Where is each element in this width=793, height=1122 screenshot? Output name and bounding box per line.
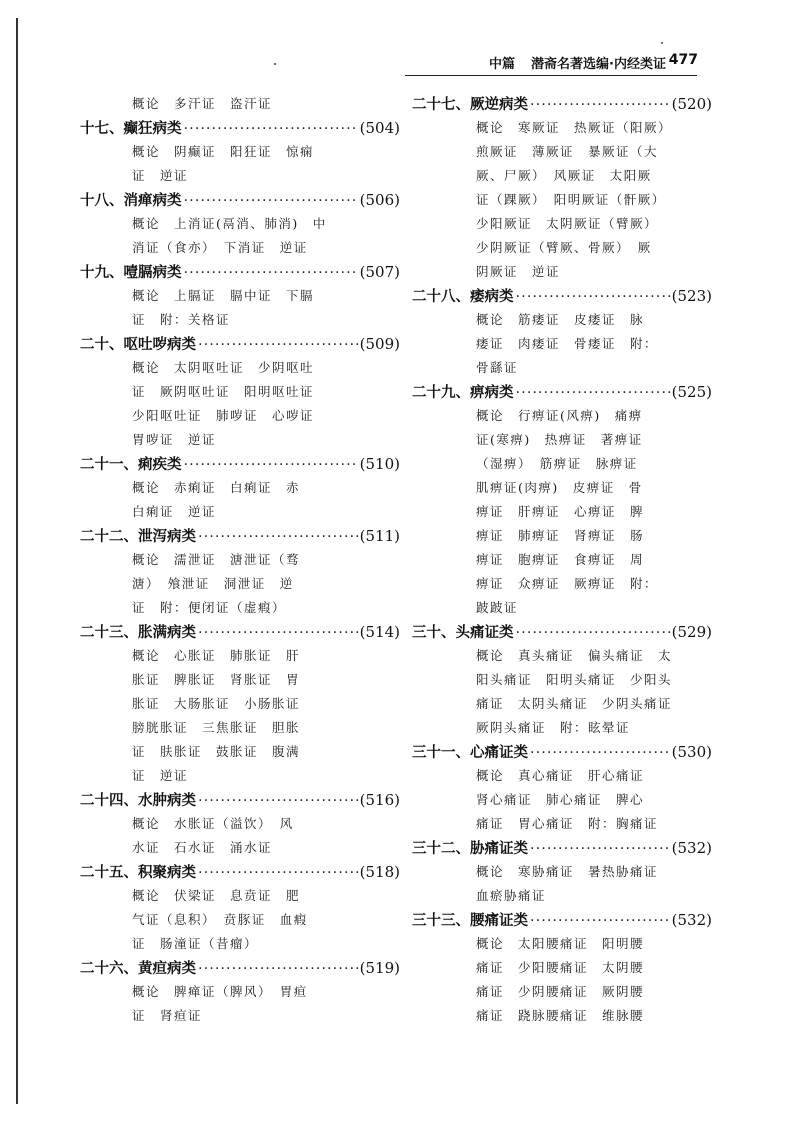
toc-subentry-line: 气证（息积） 贲豚证 血瘕 <box>132 912 308 927</box>
dot-leader <box>198 957 358 981</box>
toc-subentry-line: 阳头痛证 阳明头痛证 少阳头 <box>476 672 673 687</box>
toc-entry <box>412 620 712 740</box>
chapter-page-ref: (532) <box>671 839 712 857</box>
toc-chapter-title[interactable] <box>412 836 712 860</box>
toc-subentry-line: 白痢证 逆证 <box>132 504 217 519</box>
toc-subentry-line: 骨繇证 <box>476 360 519 375</box>
toc-subentry-line: 概论 赤痢证 白痢证 赤 <box>132 480 301 495</box>
header-section: 中篇 <box>489 57 516 72</box>
toc-subentry-line: 痹证 胞痹证 食痹证 周 <box>476 552 645 567</box>
toc-subentry-line: 溏） 飧泄证 洞泄证 逆 <box>132 576 294 591</box>
chapter-name: 消瘅病类 <box>123 193 182 209</box>
page-left-border <box>16 18 18 1104</box>
toc-entry <box>80 788 400 860</box>
chapter-number: 三十二、 <box>412 841 470 857</box>
toc-subentry-line: 概论 阴癫证 阳狂证 惊痫 <box>132 144 315 159</box>
toc-chapter-title[interactable] <box>80 620 400 644</box>
chapter-number: 二十七、 <box>412 97 470 113</box>
toc-subentry-line: 痛证 跷脉腰痛证 维脉腰 <box>476 1008 645 1023</box>
toc-subentry-line: 概论 心胀证 肺胀证 肝 <box>132 648 301 663</box>
toc-entry <box>412 908 712 1028</box>
chapter-page-ref: (525) <box>671 383 712 401</box>
toc-subentry-line: 证 逆证 <box>132 168 189 183</box>
toc-entry <box>80 260 400 332</box>
toc-subentry-line: 痛证 少阳腰痛证 太阴腰 <box>476 960 645 975</box>
toc-entry <box>80 524 400 620</box>
toc-subentry-line: 概论 上膈证 膈中证 下膈 <box>132 288 315 303</box>
toc-subentry-line: 血瘀胁痛证 <box>476 888 547 903</box>
toc-right-column <box>412 92 712 1028</box>
chapter-number: 三十、 <box>412 625 456 641</box>
chapter-name: 腰痛证类 <box>470 913 528 929</box>
toc-chapter-title[interactable] <box>80 116 400 140</box>
toc-entry <box>80 860 400 956</box>
dot-leader <box>198 621 358 645</box>
chapter-page-ref: (516) <box>359 791 400 809</box>
toc-chapter-title[interactable] <box>412 908 712 932</box>
toc-subentry-line: 少阳呕吐证 肺哕证 心哕证 <box>132 408 315 423</box>
toc-subentry-line: 膀胱胀证 三焦胀证 胆胀 <box>132 720 301 735</box>
toc-subentry-line: 概论 寒胁痛证 暑热胁痛证 <box>476 864 659 879</box>
dot-leader <box>198 861 358 885</box>
toc-left-column <box>80 92 400 1028</box>
toc-chapter-title[interactable] <box>80 956 400 980</box>
header-subtitle: 潜斋名著选编·内经类证 <box>531 57 666 72</box>
chapter-number: 二十三、 <box>80 625 138 641</box>
toc-chapter-title[interactable] <box>412 380 712 404</box>
chapter-page-ref: (520) <box>671 95 712 113</box>
toc-subentry-line: 概论 行痹证(风痹) 痛痹 <box>476 408 643 423</box>
chapter-name: 心痛证类 <box>470 745 528 761</box>
toc-chapter-title[interactable] <box>412 92 712 116</box>
toc-subentry-line: 概论 寒厥证 热厥证（阳厥） <box>476 120 673 135</box>
toc-subentry-line: 证 附：便闭证（虚瘕） <box>132 600 287 615</box>
toc-subentry-line: 痹证 众痹证 厥痹证 附： <box>476 576 659 591</box>
toc-subentry-line: 概论 太阴呕吐证 少阴呕吐 <box>132 360 315 375</box>
dot-leader <box>530 909 670 933</box>
chapter-page-ref: (509) <box>359 335 400 353</box>
toc-entry <box>412 284 712 380</box>
dot-leader <box>516 381 670 405</box>
toc-subentry-line: 煎厥证 薄厥证 暴厥证（大 <box>476 144 659 159</box>
dot-leader <box>516 621 670 645</box>
toc-subentry-line: 证 厥阴呕吐证 阳明呕吐证 <box>132 384 315 399</box>
toc-entry <box>80 92 400 116</box>
toc-subentry-line: 厥阴头痛证 附：眩晕证 <box>476 720 631 735</box>
chapter-name: 痿病类 <box>470 289 514 305</box>
toc-subentry-line: 概论 濡泄证 溏泄证（骛 <box>132 552 301 567</box>
toc-subentry-line: 概论 真心痛证 肝心痛证 <box>476 768 645 783</box>
speck <box>661 42 663 44</box>
toc-entry <box>80 332 400 452</box>
toc-chapter-title[interactable] <box>80 860 400 884</box>
toc-entry <box>80 956 400 1028</box>
running-header <box>452 52 698 72</box>
toc-chapter-title[interactable] <box>412 620 712 644</box>
chapter-name: 厥逆病类 <box>470 97 528 113</box>
chapter-name: 头痛证类 <box>455 625 514 641</box>
toc-chapter-title[interactable] <box>80 188 400 212</box>
toc-subentry-line: 少阴厥证（臂厥、骨厥） 厥 <box>476 240 652 255</box>
chapter-number: 十八、 <box>80 193 124 209</box>
toc-chapter-title[interactable] <box>80 260 400 284</box>
toc-subentry-line: 概论 真头痛证 偏头痛证 太 <box>476 648 673 663</box>
chapter-name: 呕吐哕病类 <box>123 337 196 353</box>
chapter-number: 二十、 <box>80 337 124 353</box>
toc-chapter-title[interactable] <box>80 332 400 356</box>
speck <box>274 63 276 65</box>
toc-chapter-title[interactable] <box>412 740 712 764</box>
toc-subentry-line: 水证 石水证 涌水证 <box>132 840 273 855</box>
toc-chapter-title[interactable] <box>80 452 400 476</box>
chapter-number: 十七、 <box>80 121 124 137</box>
toc-subentry-line: 胃哕证 逆证 <box>132 432 217 447</box>
toc-subentry-line: 痛证 少阴腰痛证 厥阴腰 <box>476 984 645 999</box>
chapter-number: 三十一、 <box>412 745 470 761</box>
toc-subentry-line: 证 肠潼证（昔瘤） <box>132 936 259 951</box>
chapter-page-ref: (504) <box>359 119 400 137</box>
toc-subentry-line: 痹证 肝痹证 心痹证 脾 <box>476 504 645 519</box>
chapter-page-ref: (532) <box>671 911 712 929</box>
toc-subentry-line: 肾心痛证 肺心痛证 脾心 <box>476 792 645 807</box>
toc-subentry-line: 痿证 肉痿证 骨痿证 附： <box>476 336 659 351</box>
chapter-name: 泄泻病类 <box>138 529 196 545</box>
toc-subentry-line: 痹证 肺痹证 肾痹证 肠 <box>476 528 645 543</box>
toc-subentry-line: 概论 筋痿证 皮痿证 脉 <box>476 312 645 327</box>
chapter-name: 癫狂病类 <box>123 121 182 137</box>
toc-subentry-line: 概论 伏梁证 息贲证 肥 <box>132 888 301 903</box>
dot-leader <box>198 525 358 549</box>
chapter-page-ref: (519) <box>359 959 400 977</box>
chapter-page-ref: (511) <box>359 527 400 545</box>
chapter-number: 三十三、 <box>412 913 470 929</box>
chapter-name: 痹病类 <box>470 385 514 401</box>
toc-subentry-line: 跛跛证 <box>476 600 519 615</box>
page-number: 477 <box>668 52 698 68</box>
toc-entry <box>412 92 712 284</box>
toc-subentry-line: 证 附：关格证 <box>132 312 231 327</box>
toc-chapter-title[interactable] <box>80 788 400 812</box>
chapter-number: 二十九、 <box>412 385 470 401</box>
toc-subentry-line: 证 肤胀证 鼓胀证 腹满 <box>132 744 301 759</box>
toc-subentry-line: 胀证 脾胀证 肾胀证 胃 <box>132 672 301 687</box>
toc-entry <box>80 116 400 188</box>
toc-entry <box>412 380 712 620</box>
toc-chapter-title[interactable] <box>80 524 400 548</box>
chapter-number: 二十六、 <box>80 961 138 977</box>
dot-leader <box>530 93 670 117</box>
toc-subentry-line: 少阳厥证 太阴厥证（臂厥） <box>476 216 659 231</box>
chapter-name: 积聚病类 <box>138 865 196 881</box>
toc-subentry-line: 证 肾疸证 <box>132 1008 203 1023</box>
chapter-number: 十九、 <box>80 265 124 281</box>
chapter-number: 二十二、 <box>80 529 138 545</box>
toc-entry <box>80 452 400 524</box>
chapter-page-ref: (530) <box>671 743 712 761</box>
toc-subentry-line: （湿痹） 筋痹证 脉痹证 <box>476 456 638 471</box>
chapter-number: 二十四、 <box>80 793 138 809</box>
chapter-page-ref: (510) <box>359 455 400 473</box>
dot-leader <box>530 741 670 765</box>
dot-leader <box>184 189 358 213</box>
chapter-number: 二十一、 <box>80 457 138 473</box>
toc-subentry-line: 证(寒痹) 热痹证 著痹证 <box>476 432 643 447</box>
toc-chapter-title[interactable] <box>412 284 712 308</box>
toc-entry <box>80 620 400 788</box>
chapter-page-ref: (514) <box>359 623 400 641</box>
chapter-page-ref: (507) <box>359 263 400 281</box>
toc-subentry-line: 概论 多汗证 盗汗证 <box>132 96 273 111</box>
toc-subentry-line: 胀证 大肠胀证 小肠胀证 <box>132 696 301 711</box>
chapter-page-ref: (523) <box>671 287 712 305</box>
toc-entry <box>80 188 400 260</box>
toc-subentry-line: 肌痹证(肉痹) 皮痹证 骨 <box>476 480 643 495</box>
toc-subentry-line: 概论 太阳腰痛证 阳明腰 <box>476 936 645 951</box>
chapter-name: 黄疸病类 <box>138 961 196 977</box>
dot-leader <box>184 117 358 141</box>
toc-subentry-line: 概论 水胀证（溢饮） 风 <box>132 816 294 831</box>
toc-subentry-line: 阴厥证 逆证 <box>476 264 561 279</box>
toc-subentry-line: 概论 上消证(鬲消、肺消) 中 <box>132 216 327 231</box>
chapter-page-ref: (529) <box>671 623 712 641</box>
toc-entry <box>412 836 712 908</box>
chapter-name: 水肿病类 <box>138 793 196 809</box>
toc-subentry-line: 证（踝厥） 阳明厥证（骭厥） <box>476 192 666 207</box>
chapter-page-ref: (506) <box>359 191 400 209</box>
dot-leader <box>530 837 670 861</box>
chapter-number: 二十八、 <box>412 289 470 305</box>
dot-leader <box>184 261 358 285</box>
chapter-name: 胀满病类 <box>138 625 196 641</box>
chapter-name: 噎膈病类 <box>123 265 182 281</box>
dot-leader <box>198 789 358 813</box>
toc-entry <box>412 740 712 836</box>
toc-subentry-line: 痛证 太阴头痛证 少阴头痛证 <box>476 696 673 711</box>
dot-leader <box>184 453 358 477</box>
dot-leader <box>198 333 358 357</box>
chapter-page-ref: (518) <box>359 863 400 881</box>
toc-subentry-line: 厥、尸厥） 风厥证 太阳厥 <box>476 168 652 183</box>
toc-subentry-line: 消证（食亦） 下消证 逆证 <box>132 240 308 255</box>
toc-subentry-line: 痛证 胃心痛证 附：胸痛证 <box>476 816 659 831</box>
chapter-number: 二十五、 <box>80 865 138 881</box>
chapter-name: 痢疾类 <box>138 457 182 473</box>
chapter-name: 胁痛证类 <box>470 841 528 857</box>
header-rule <box>405 75 697 76</box>
toc-subentry-line: 概论 脾瘅证（脾风） 胃疸 <box>132 984 308 999</box>
dot-leader <box>516 285 670 309</box>
toc-subentry-line: 证 逆证 <box>132 768 189 783</box>
